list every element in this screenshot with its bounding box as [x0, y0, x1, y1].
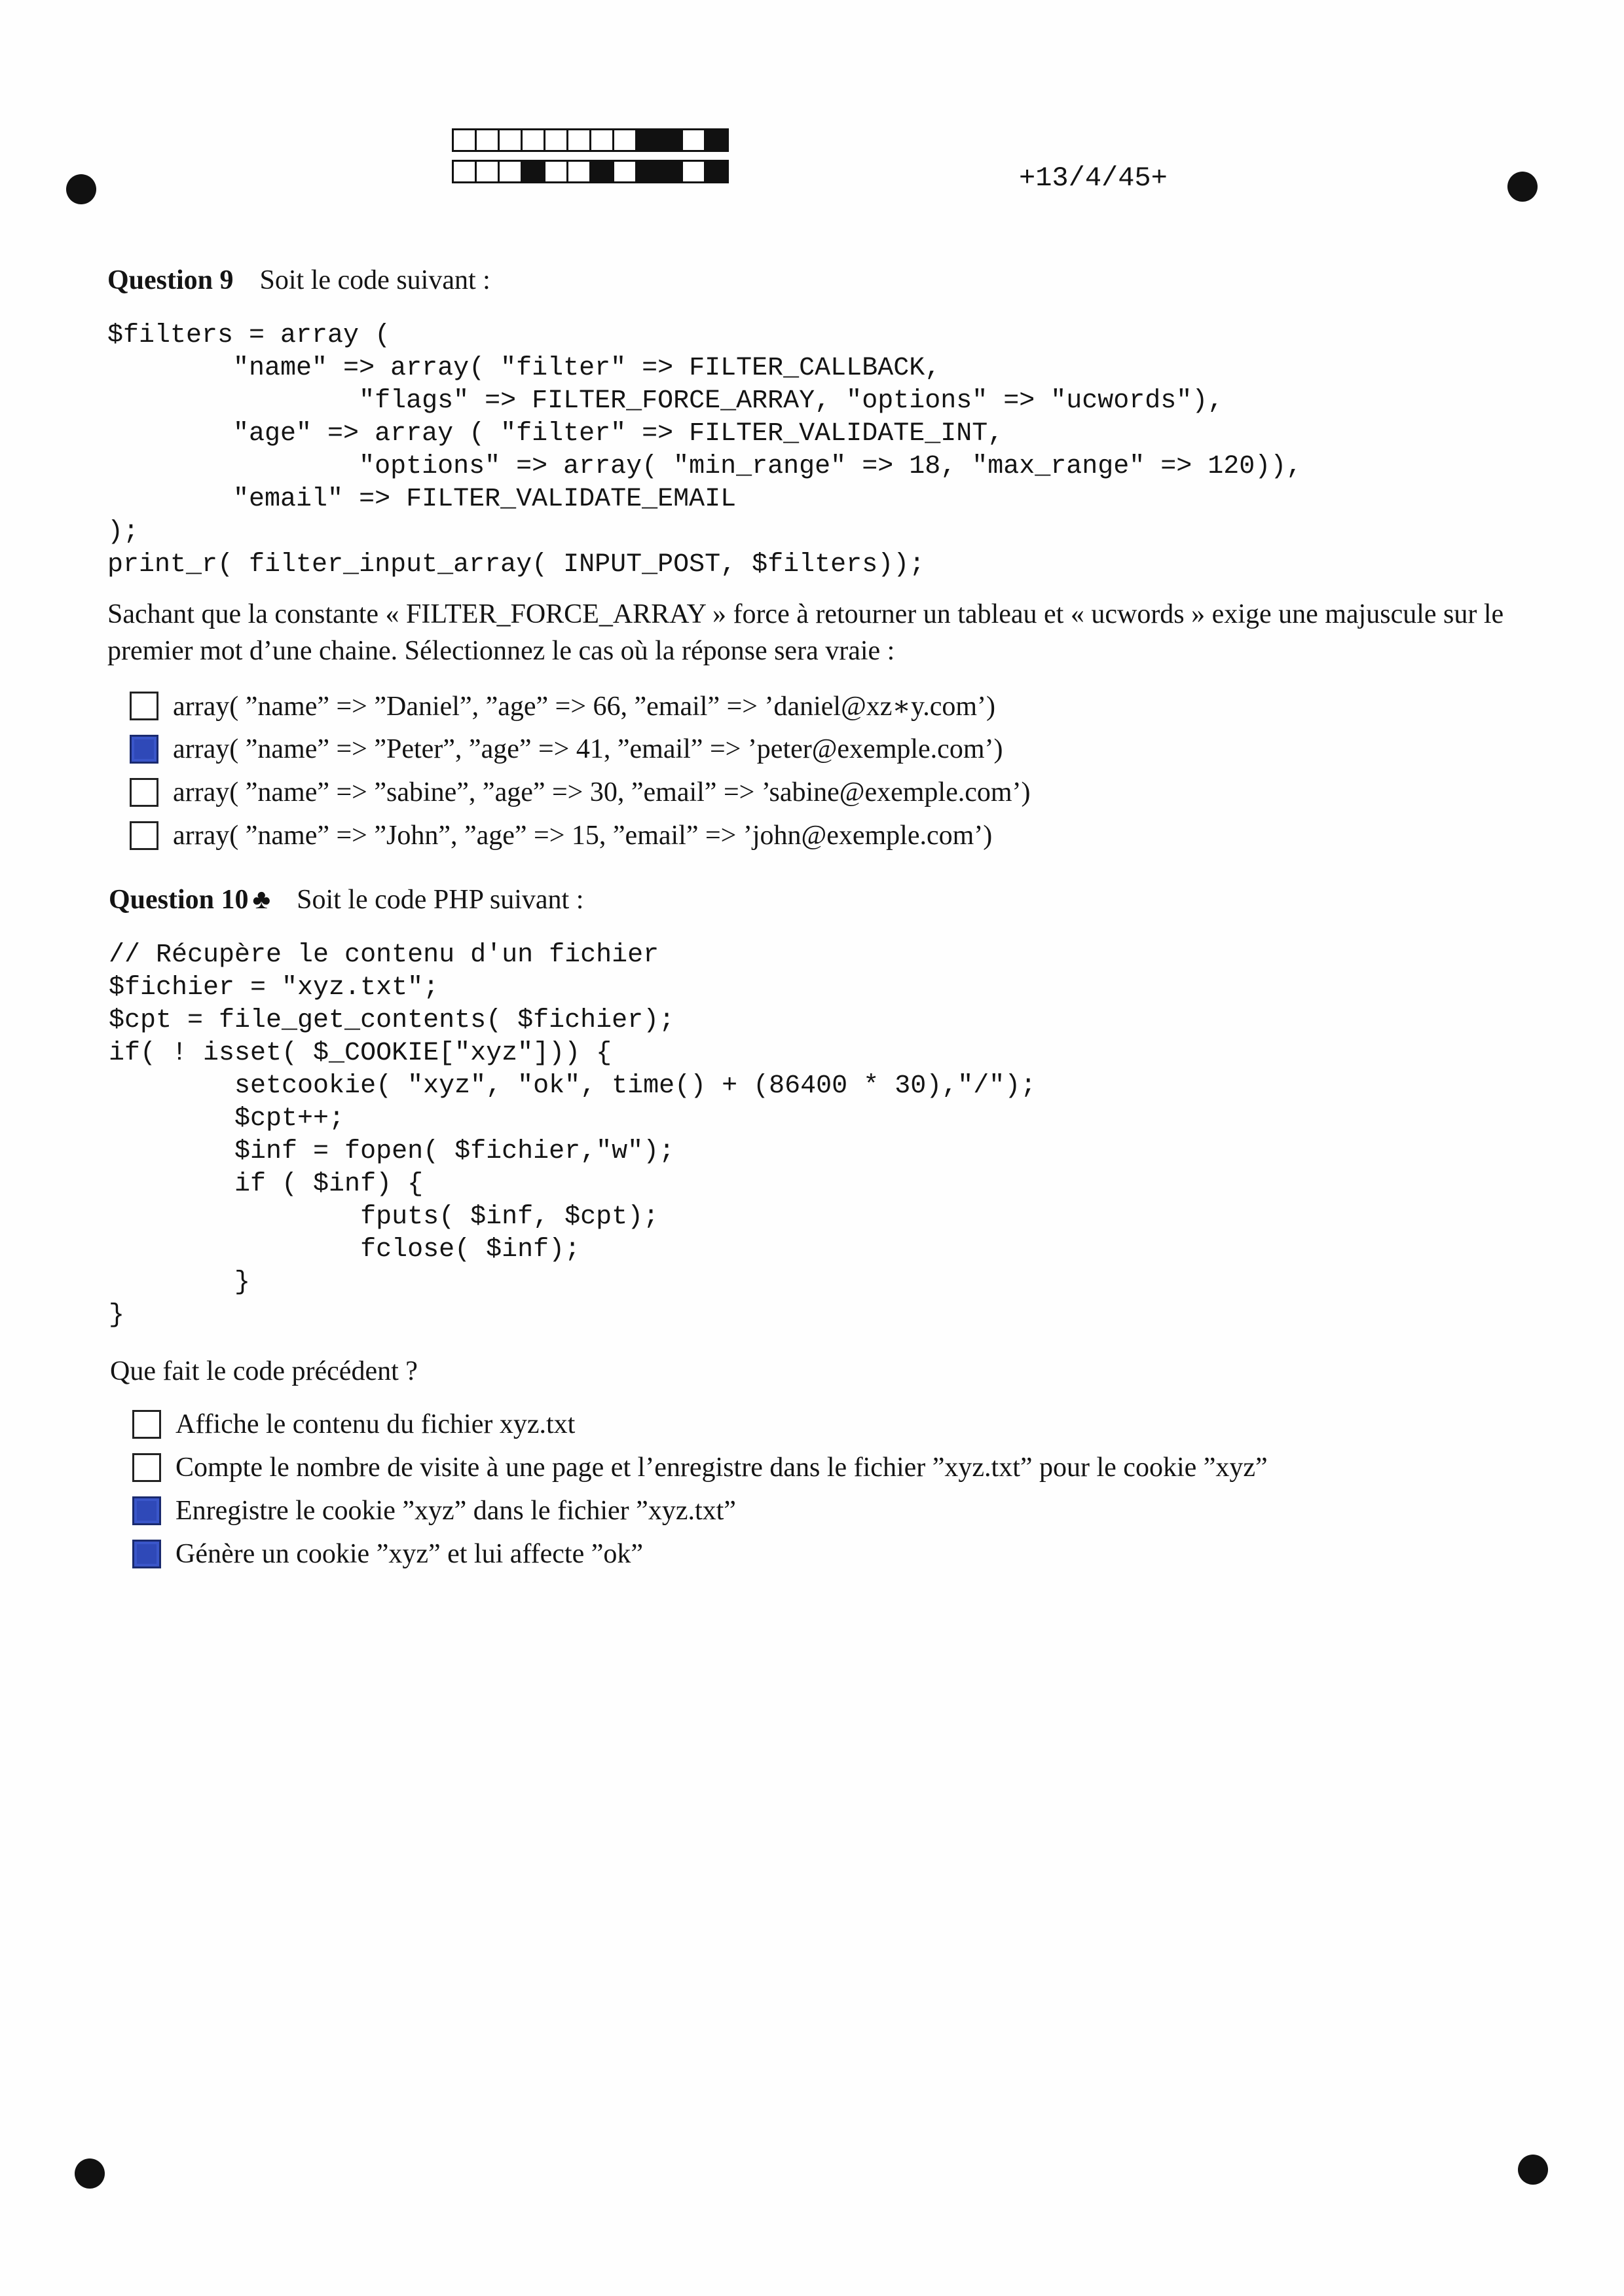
answer-checkbox[interactable] — [130, 692, 158, 720]
barcode-cell — [681, 128, 706, 152]
registration-mark-bottom-right — [1518, 2155, 1548, 2185]
answer-text: array( ”name” => ”Peter”, ”age” => 41, ”email” => ’peter@exemple.com’) — [173, 734, 1003, 764]
answer-checkbox[interactable] — [132, 1496, 161, 1525]
answer-text: Génère un cookie ”xyz” et lui affecte ”ok” — [175, 1539, 643, 1569]
question-10-number: Question 10 — [109, 885, 249, 915]
question-10-prompt: Soit le code PHP suivant : — [297, 885, 584, 915]
barcode-cell — [544, 128, 568, 152]
barcode-cell — [521, 128, 545, 152]
question-9-header — [107, 265, 490, 296]
barcode-cell — [475, 128, 500, 152]
question-9-code: $filters = array ( "name" => array( "filter" => FILTER_CALLBACK, "flags" => FILTER_FORCE_ARRAY, "options" => "ucwords"), "age" => array ( "filter" => FILTER_VALIDATE_INT, "options" => array( "min_range" => 18, "max_range" => 120)), "email" => FILTER_VALIDATE_EMAIL ); print_r( filter_input_array( INPUT_POST, $filters)); — [107, 321, 1302, 580]
barcode-cell — [589, 128, 614, 152]
question-9-answer-2[interactable] — [130, 728, 1031, 771]
answer-checkbox[interactable] — [132, 1540, 161, 1568]
registration-mark-bottom-left — [75, 2158, 105, 2189]
barcode-cell — [566, 160, 591, 183]
barcode-cell — [658, 128, 683, 152]
page-identifier: +13/4/45+ — [1019, 162, 1168, 194]
answer-checkbox[interactable] — [132, 1410, 161, 1439]
barcode-cell — [612, 128, 637, 152]
question-9-prompt: Soit le code suivant : — [259, 265, 490, 295]
barcode-cell — [566, 128, 591, 152]
barcode-cell — [681, 160, 706, 183]
question-10-header — [109, 884, 583, 916]
barcode-cell — [612, 160, 637, 183]
barcode-cell — [704, 160, 729, 183]
question-9-answer-1[interactable] — [130, 684, 1031, 728]
answer-text: array( ”name” => ”sabine”, ”age” => 30, ”email” => ’sabine@exemple.com’) — [173, 777, 1031, 807]
registration-mark-top-left — [66, 174, 96, 204]
question-9-answer-3[interactable] — [130, 771, 1031, 814]
answer-text: Enregistre le cookie ”xyz” dans le fichier ”xyz.txt” — [175, 1496, 736, 1526]
question-10-answer-1[interactable] — [132, 1403, 1268, 1446]
question-10-answers — [132, 1403, 1268, 1576]
question-10-answer-4[interactable] — [132, 1532, 1268, 1576]
barcode-cell — [521, 160, 545, 183]
answer-checkbox[interactable] — [130, 778, 158, 807]
barcode-cell — [475, 160, 500, 183]
question-9-number: Question 9 — [107, 265, 234, 295]
question-10-question: Que fait le code précédent ? — [110, 1356, 418, 1386]
barcode-cell — [658, 160, 683, 183]
barcode-top-row — [452, 128, 727, 152]
barcode-bottom-row — [452, 160, 727, 183]
answer-checkbox[interactable] — [130, 821, 158, 850]
barcode-cell — [704, 128, 729, 152]
barcode-cell — [589, 160, 614, 183]
barcode-cell — [635, 160, 660, 183]
barcode-cell — [498, 160, 523, 183]
answer-text: Compte le nombre de visite à une page et l’enregistre dans le fichier ”xyz.txt” pour le cookie ”xyz” — [175, 1453, 1268, 1483]
answer-text: array( ”name” => ”John”, ”age” => 15, ”email” => ’john@exemple.com’) — [173, 821, 993, 851]
question-10-code: // Récupère le contenu d'un fichier $fichier = "xyz.txt"; $cpt = file_get_contents( $fichier); if( ! isset( $_COOKIE["xyz"])) { setcookie( "xyz", "ok", time() + (86400 * 30),"/"); $cpt++; $inf = fopen( $fichier,"w"); if ( $inf) { fputs( $inf, $cpt); fclose( $inf); } } — [109, 940, 1037, 1330]
question-10-answer-3[interactable] — [132, 1489, 1268, 1532]
question-10-answer-2[interactable] — [132, 1446, 1268, 1489]
answer-text: Affiche le contenu du fichier xyz.txt — [175, 1409, 576, 1439]
question-9-explanation: Sachant que la constante « FILTER_FORCE_ARRAY » force à retourner un tableau et « ucwords » exige une majuscule sur le premier mot d’une chaine. Sélectionnez le cas où la réponse sera vraie : — [107, 599, 1504, 666]
answer-text: array( ”name” => ”Daniel”, ”age” => 66, ”email” => ’daniel@xz∗y.com’) — [173, 692, 996, 722]
answer-checkbox[interactable] — [130, 735, 158, 764]
registration-mark-top-right — [1507, 172, 1538, 202]
barcode-cell — [452, 128, 477, 152]
barcode-cell — [544, 160, 568, 183]
question-9-answers — [130, 684, 1031, 857]
barcode-cell — [635, 128, 660, 152]
club-icon: ♣ — [252, 885, 271, 915]
barcode-cell — [452, 160, 477, 183]
question-9-answer-4[interactable] — [130, 814, 1031, 857]
barcode-cell — [498, 128, 523, 152]
answer-checkbox[interactable] — [132, 1453, 161, 1482]
